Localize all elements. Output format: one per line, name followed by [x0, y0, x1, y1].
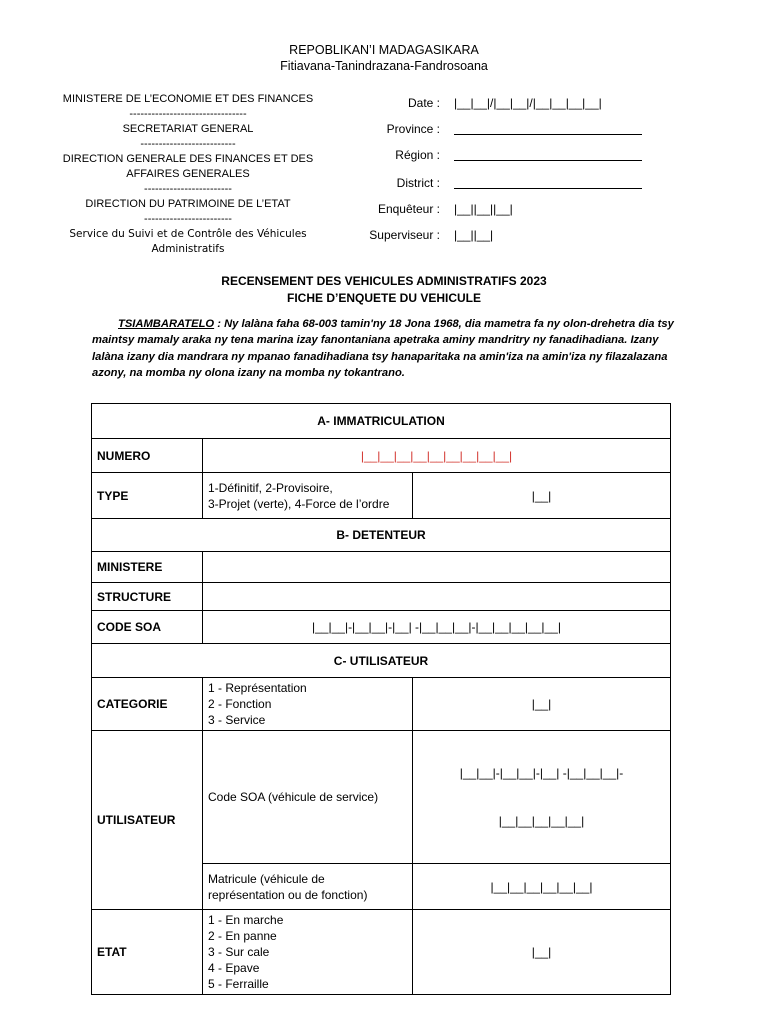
region-row	[330, 148, 642, 166]
province-label: Province :	[386, 122, 440, 136]
code-soa-service-value: |__|__|-|__|__|-|__| -|__|__|__|-	[459, 766, 624, 780]
ministere-field[interactable]	[203, 552, 671, 583]
district-label: District :	[396, 176, 440, 190]
type-field[interactable]: |__|	[413, 473, 671, 519]
service-line: Service du Suivi et de Contrôle des Véhicules Administratifs	[69, 228, 310, 255]
province-field[interactable]	[454, 122, 642, 135]
etat-option: 1 - En marche	[208, 913, 284, 927]
ministere-label: MINISTERE	[92, 552, 203, 583]
title-line-1: RECENSEMENT DES VEHICULES ADMINISTRATIFS 2023	[221, 274, 547, 288]
superviseur-row	[330, 228, 493, 246]
ministry-line: DIRECTION GENERALE DES FINANCES ET DES AFFAIRES GENERALES	[62, 153, 316, 180]
code-soa-service-label: Code SOA (véhicule de service)	[203, 731, 413, 864]
section-a-header: A- IMMATRICULATION	[92, 404, 671, 439]
numero-label: NUMERO	[92, 439, 203, 473]
republic-name: REPOBLIKAN’I MADAGASIKARA	[289, 43, 479, 57]
region-field[interactable]	[454, 148, 642, 161]
separator: ------------------------	[144, 213, 232, 225]
type-options	[203, 473, 413, 519]
enqueteur-label: Enquêteur :	[377, 202, 440, 216]
superviseur-field[interactable]: |__||__|	[454, 228, 494, 242]
ministry-line: DIRECTION DU PATRIMOINE DE L’ETAT	[85, 198, 291, 210]
categorie-option: 3 - Service	[208, 713, 266, 727]
district-row	[330, 176, 642, 194]
matricule-label	[203, 864, 413, 910]
code-soa-label: CODE SOA	[92, 611, 203, 644]
categorie-field[interactable]: |__|	[413, 678, 671, 731]
categorie-option: 1 - Représentation	[208, 681, 307, 695]
categorie-option: 2 - Fonction	[208, 697, 272, 711]
separator: --------------------------------	[129, 108, 247, 120]
separator: --------------------------	[140, 138, 236, 150]
district-field[interactable]	[454, 176, 642, 189]
confidentiality-notice	[92, 316, 686, 382]
etat-options	[203, 910, 413, 995]
notice-text: : Ny lalàna faha 68-003 tamin'ny 18 Jona 1968, dia mametra fa ny olon-drehetra dia tsy maintsy mamaly araka ny tena marina izay fanontaniana apetraka aminy mandritry ny fanadihadiana. Izany lalàna izany dia mandrara ny mpanao fanadihadiana tsy hanaparitaka na amin'iza na amin'iza ny filazalazana azony, na momba ny olona izany na momba ny tokantrano.	[92, 318, 674, 380]
separator: ------------------------	[144, 183, 232, 195]
etat-option: 5 - Ferraille	[208, 977, 269, 991]
etat-option: 2 - En panne	[208, 929, 277, 943]
form-title	[0, 273, 768, 307]
ministry-block	[58, 92, 318, 257]
code-soa-service-value: |__|__|__|__|__|	[498, 814, 585, 828]
enqueteur-field[interactable]: |__||__||__|	[454, 202, 513, 216]
title-line-2: FICHE D’ENQUETE DU VEHICULE	[286, 291, 481, 305]
code-soa-service-field[interactable]	[413, 731, 671, 864]
date-field[interactable]: |__|__|/|__|__|/|__|__|__|__|	[454, 96, 602, 110]
etat-field[interactable]: |__|	[413, 910, 671, 995]
matricule-label-line: représentation ou de fonction)	[208, 887, 368, 902]
etat-option: 4 - Epave	[208, 961, 260, 975]
section-c-header: C- UTILISATEUR	[92, 644, 671, 678]
province-row	[330, 122, 642, 140]
ministry-line: SECRETARIAT GENERAL	[122, 123, 254, 135]
superviseur-label: Superviseur :	[369, 228, 440, 242]
type-label: TYPE	[92, 473, 203, 519]
national-motto: Fitiavana-Tanindrazana-Fandrosoana	[280, 59, 488, 73]
type-option: 1-Définitif, 2-Provisoire,	[208, 480, 333, 495]
region-label: Région :	[395, 148, 440, 162]
categorie-label: CATEGORIE	[92, 678, 203, 731]
code-soa-field[interactable]: |__|__|-|__|__|-|__| -|__|__|__|-|__|__|__|__|__|	[203, 611, 671, 644]
etat-label: ETAT	[92, 910, 203, 995]
section-b-header: B- DETENTEUR	[92, 519, 671, 552]
structure-label: STRUCTURE	[92, 583, 203, 611]
document-header	[0, 42, 768, 74]
enqueteur-row	[330, 202, 513, 220]
utilisateur-label: UTILISATEUR	[92, 731, 203, 910]
vehicle-form-table	[91, 403, 671, 995]
etat-option: 3 - Sur cale	[208, 945, 270, 959]
ministry-line: MINISTERE DE L’ECONOMIE ET DES FINANCES	[62, 93, 314, 105]
categorie-options	[203, 678, 413, 731]
date-label: Date :	[407, 96, 440, 110]
structure-field[interactable]	[203, 583, 671, 611]
type-option: 3-Projet (verte), 4-Force de l’ordre	[208, 496, 390, 511]
date-row	[330, 96, 602, 114]
matricule-label-line: Matricule (véhicule de	[208, 871, 325, 886]
numero-field[interactable]: |__|__|__|__|__|__|__|__|__|	[203, 439, 671, 473]
matricule-field[interactable]: |__|__|__|__|__|__|	[413, 864, 671, 910]
notice-lead: TSIAMBARATELO	[118, 318, 215, 330]
